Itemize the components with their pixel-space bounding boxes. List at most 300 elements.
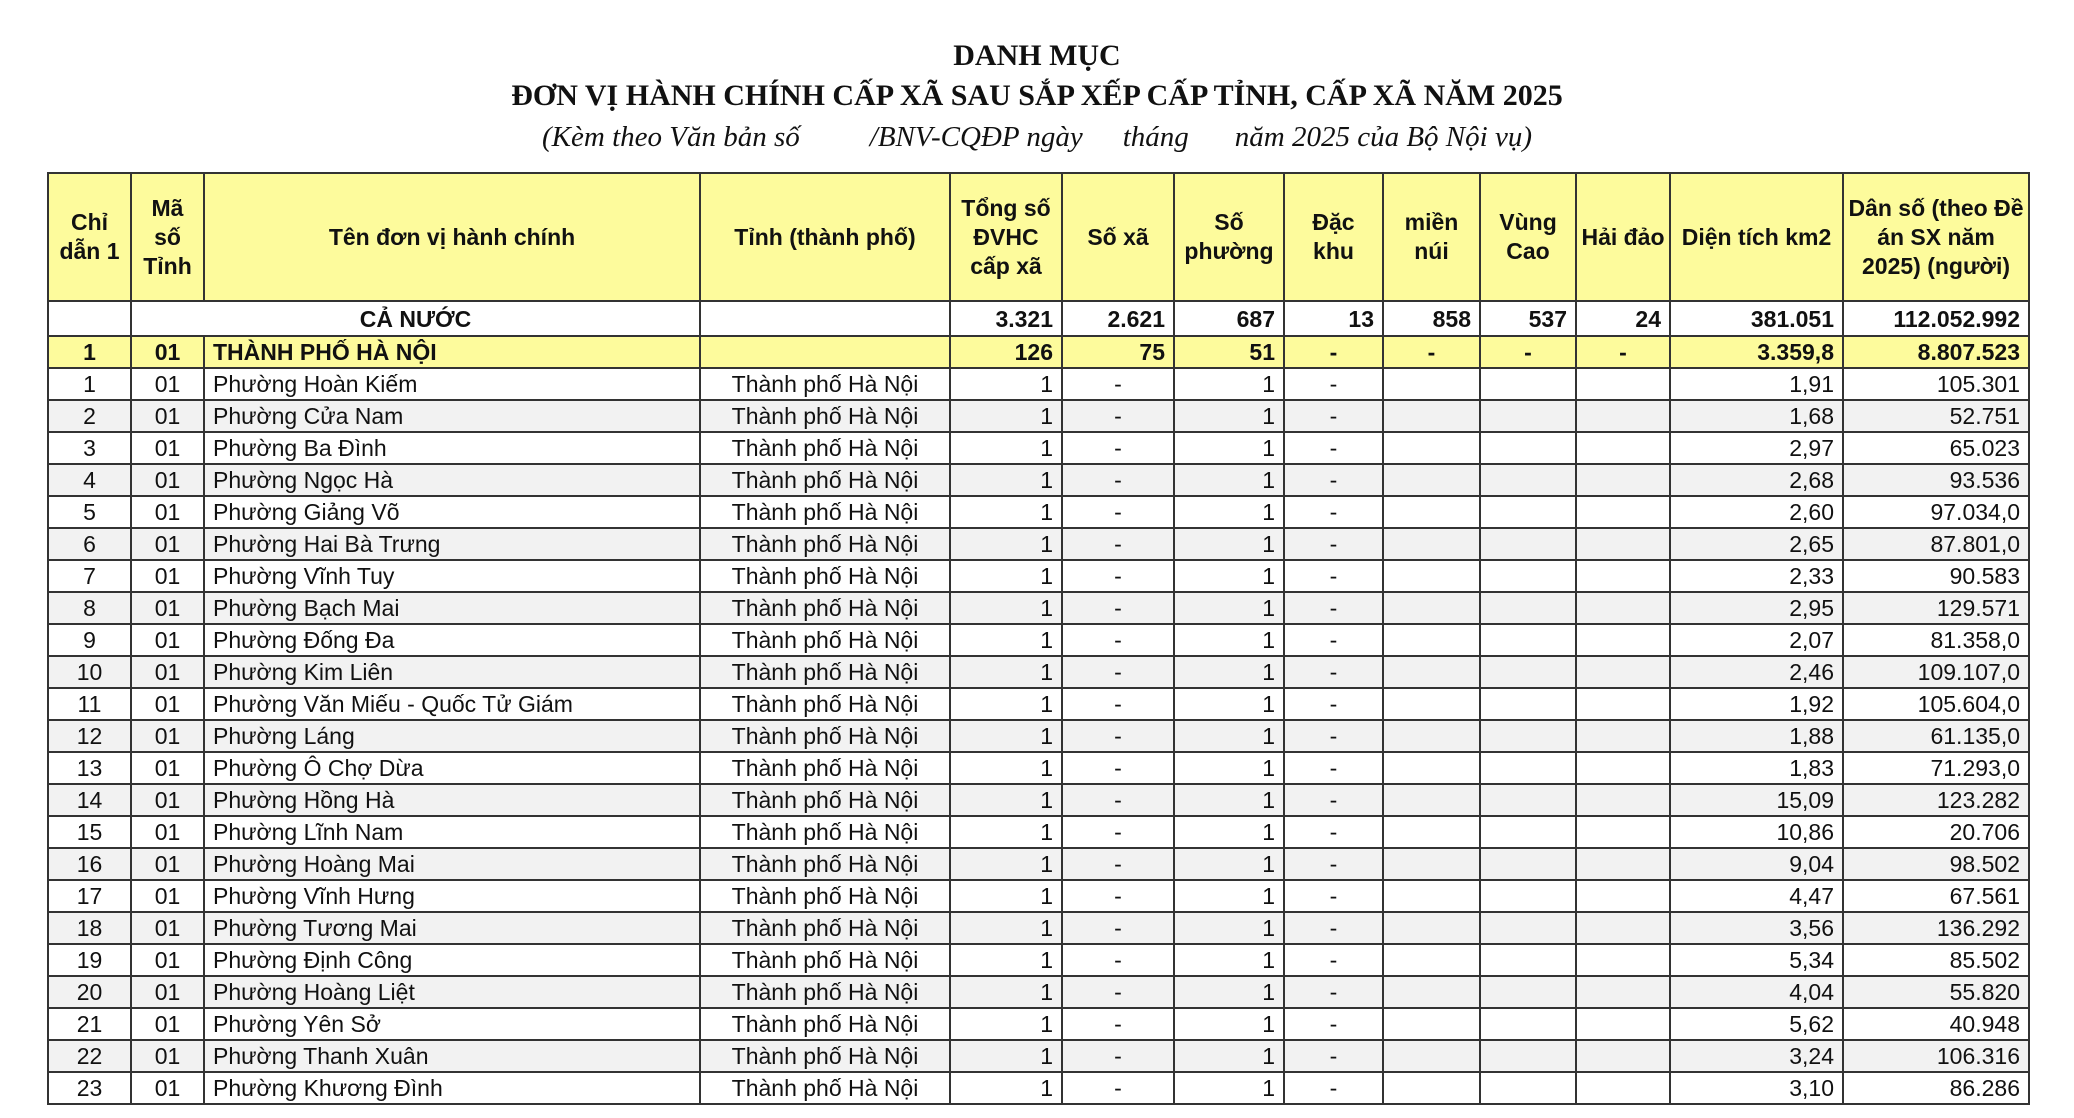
row-dac-khu: - [1284,688,1383,720]
document-header [0,36,2074,158]
row-phuong: 1 [1174,400,1284,432]
row-dien-tich: 9,04 [1670,848,1843,880]
province-hai-dao: - [1576,336,1670,368]
row-dien-tich: 2,68 [1670,464,1843,496]
row-dien-tich: 1,91 [1670,368,1843,400]
row-ma: 01 [131,752,204,784]
province-ma: 01 [131,336,204,368]
row-dan-so: 20.706 [1843,816,2029,848]
row-hai-dao [1576,496,1670,528]
row-phuong: 1 [1174,784,1284,816]
row-tong: 1 [950,1072,1062,1104]
row-dien-tich: 1,92 [1670,688,1843,720]
row-dan-so: 55.820 [1843,976,2029,1008]
row-stt: 6 [48,528,131,560]
row-name: Phường Hai Bà Trưng [204,528,700,560]
province-row [48,336,2029,368]
subtitle-part: /BNV-CQĐP ngày [869,121,1083,153]
row-vung-cao [1480,720,1576,752]
row-name: Phường Ô Chợ Dừa [204,752,700,784]
table-row [48,688,2029,720]
row-phuong: 1 [1174,496,1284,528]
row-stt: 22 [48,1040,131,1072]
row-dac-khu: - [1284,528,1383,560]
row-dac-khu: - [1284,400,1383,432]
table-row [48,848,2029,880]
row-hai-dao [1576,464,1670,496]
row-ma: 01 [131,400,204,432]
row-dan-so: 93.536 [1843,464,2029,496]
row-dac-khu: - [1284,432,1383,464]
table-row [48,912,2029,944]
col-header-mien-nui: miền núi [1383,173,1480,301]
row-hai-dao [1576,400,1670,432]
province-xa: 75 [1062,336,1174,368]
row-hai-dao [1576,1008,1670,1040]
row-dac-khu: - [1284,1040,1383,1072]
row-mien-nui [1383,784,1480,816]
row-mien-nui [1383,496,1480,528]
col-header-so-xa: Số xã [1062,173,1174,301]
row-dac-khu: - [1284,880,1383,912]
subtitle-reference [0,116,2074,158]
row-tinh: Thành phố Hà Nội [700,560,950,592]
row-dan-so: 65.023 [1843,432,2029,464]
table-row [48,944,2029,976]
row-ma: 01 [131,688,204,720]
row-dien-tich: 2,97 [1670,432,1843,464]
row-tong: 1 [950,784,1062,816]
row-vung-cao [1480,1072,1576,1104]
row-dien-tich: 3,24 [1670,1040,1843,1072]
row-tinh: Thành phố Hà Nội [700,656,950,688]
row-tong: 1 [950,880,1062,912]
row-name: Phường Văn Miếu - Quốc Tử Giám [204,688,700,720]
col-header-tinh: Tỉnh (thành phố) [700,173,950,301]
row-tinh: Thành phố Hà Nội [700,976,950,1008]
table-row [48,624,2029,656]
row-name: Phường Yên Sở [204,1008,700,1040]
row-vung-cao [1480,688,1576,720]
title-danh-muc: DANH MỤC [953,39,1121,72]
col-header-ten-dvhc: Tên đơn vị hành chính [204,173,700,301]
row-dac-khu: - [1284,496,1383,528]
col-header-hai-dao: Hải đảo [1576,173,1670,301]
row-stt: 10 [48,656,131,688]
row-ma: 01 [131,848,204,880]
row-tinh: Thành phố Hà Nội [700,368,950,400]
row-vung-cao [1480,816,1576,848]
row-name: Phường Kim Liên [204,656,700,688]
row-vung-cao [1480,624,1576,656]
row-mien-nui [1383,1008,1480,1040]
row-stt: 19 [48,944,131,976]
row-ma: 01 [131,1040,204,1072]
row-ma: 01 [131,976,204,1008]
row-dac-khu: - [1284,976,1383,1008]
row-dan-so: 106.316 [1843,1040,2029,1072]
row-dan-so: 40.948 [1843,1008,2029,1040]
row-stt: 17 [48,880,131,912]
row-hai-dao [1576,816,1670,848]
row-stt: 3 [48,432,131,464]
total-dien-tich: 381.051 [1670,301,1843,336]
row-vung-cao [1480,784,1576,816]
row-dien-tich: 3,56 [1670,912,1843,944]
row-vung-cao [1480,912,1576,944]
table-row [48,976,2029,1008]
row-vung-cao [1480,592,1576,624]
table-row [48,464,2029,496]
row-hai-dao [1576,752,1670,784]
row-phuong: 1 [1174,368,1284,400]
row-hai-dao [1576,368,1670,400]
row-ma: 01 [131,624,204,656]
row-hai-dao [1576,848,1670,880]
row-ma: 01 [131,912,204,944]
row-vung-cao [1480,368,1576,400]
table-row [48,816,2029,848]
admin-units-table [47,172,2030,1105]
row-tinh: Thành phố Hà Nội [700,784,950,816]
row-dien-tich: 3,10 [1670,1072,1843,1104]
row-ma: 01 [131,560,204,592]
row-hai-dao [1576,912,1670,944]
row-mien-nui [1383,688,1480,720]
total-tong: 3.321 [950,301,1062,336]
row-dac-khu: - [1284,368,1383,400]
row-xa: - [1062,592,1174,624]
row-dan-so: 87.801,0 [1843,528,2029,560]
row-dan-so: 81.358,0 [1843,624,2029,656]
total-dan-so: 112.052.992 [1843,301,2029,336]
row-dan-so: 97.034,0 [1843,496,2029,528]
row-mien-nui [1383,368,1480,400]
table-row [48,880,2029,912]
row-xa: - [1062,496,1174,528]
row-stt: 15 [48,816,131,848]
row-tong: 1 [950,1008,1062,1040]
row-name: Phường Thanh Xuân [204,1040,700,1072]
table-row [48,560,2029,592]
row-xa: - [1062,1008,1174,1040]
row-xa: - [1062,848,1174,880]
row-xa: - [1062,976,1174,1008]
row-phuong: 1 [1174,656,1284,688]
row-stt: 11 [48,688,131,720]
province-name: THÀNH PHỐ HÀ NỘI [204,336,700,368]
row-mien-nui [1383,432,1480,464]
row-stt: 8 [48,592,131,624]
row-dien-tich: 2,65 [1670,528,1843,560]
row-mien-nui [1383,880,1480,912]
row-ma: 01 [131,1008,204,1040]
row-stt: 1 [48,368,131,400]
row-phuong: 1 [1174,432,1284,464]
row-tinh: Thành phố Hà Nội [700,816,950,848]
row-stt: 12 [48,720,131,752]
table-row [48,400,2029,432]
row-name: Phường Giảng Võ [204,496,700,528]
row-xa: - [1062,880,1174,912]
row-name: Phường Ngọc Hà [204,464,700,496]
row-xa: - [1062,944,1174,976]
row-name: Phường Vĩnh Hưng [204,880,700,912]
col-header-vung-cao: Vùng Cao [1480,173,1576,301]
row-dien-tich: 5,62 [1670,1008,1843,1040]
row-dac-khu: - [1284,592,1383,624]
row-phuong: 1 [1174,1072,1284,1104]
row-name: Phường Bạch Mai [204,592,700,624]
row-vung-cao [1480,752,1576,784]
col-header-dien-tich: Diện tích km2 [1670,173,1843,301]
row-hai-dao [1576,880,1670,912]
row-ma: 01 [131,880,204,912]
row-xa: - [1062,464,1174,496]
row-xa: - [1062,528,1174,560]
province-mien-nui: - [1383,336,1480,368]
province-dan-so: 8.807.523 [1843,336,2029,368]
table-row [48,1008,2029,1040]
row-mien-nui [1383,816,1480,848]
row-mien-nui [1383,1040,1480,1072]
row-ma: 01 [131,720,204,752]
row-tinh: Thành phố Hà Nội [700,944,950,976]
row-mien-nui [1383,400,1480,432]
row-dien-tich: 5,34 [1670,944,1843,976]
province-dac-khu: - [1284,336,1383,368]
row-xa: - [1062,720,1174,752]
row-tong: 1 [950,528,1062,560]
row-tinh: Thành phố Hà Nội [700,848,950,880]
row-tinh: Thành phố Hà Nội [700,1008,950,1040]
row-dac-khu: - [1284,912,1383,944]
row-hai-dao [1576,976,1670,1008]
row-tinh: Thành phố Hà Nội [700,752,950,784]
row-xa: - [1062,912,1174,944]
row-tinh: Thành phố Hà Nội [700,464,950,496]
row-phuong: 1 [1174,944,1284,976]
row-tinh: Thành phố Hà Nội [700,496,950,528]
row-tinh: Thành phố Hà Nội [700,400,950,432]
row-mien-nui [1383,656,1480,688]
row-hai-dao [1576,592,1670,624]
row-tong: 1 [950,752,1062,784]
row-tong: 1 [950,912,1062,944]
total-row [48,301,2029,336]
row-stt: 20 [48,976,131,1008]
row-mien-nui [1383,976,1480,1008]
table-row [48,656,2029,688]
row-mien-nui [1383,592,1480,624]
row-xa: - [1062,752,1174,784]
row-dac-khu: - [1284,624,1383,656]
row-tinh: Thành phố Hà Nội [700,688,950,720]
row-ma: 01 [131,944,204,976]
row-dac-khu: - [1284,816,1383,848]
row-phuong: 1 [1174,976,1284,1008]
row-tong: 1 [950,624,1062,656]
row-xa: - [1062,368,1174,400]
col-header-dac-khu: Đặc khu [1284,173,1383,301]
row-tong: 1 [950,400,1062,432]
row-name: Phường Định Công [204,944,700,976]
row-tinh: Thành phố Hà Nội [700,528,950,560]
row-phuong: 1 [1174,592,1284,624]
row-hai-dao [1576,688,1670,720]
row-stt: 2 [48,400,131,432]
col-header-chi-dan: Chỉ dẫn 1 [48,173,131,301]
row-ma: 01 [131,368,204,400]
row-dan-so: 85.502 [1843,944,2029,976]
row-vung-cao [1480,560,1576,592]
row-xa: - [1062,816,1174,848]
row-hai-dao [1576,784,1670,816]
row-vung-cao [1480,432,1576,464]
total-xa: 2.621 [1062,301,1174,336]
row-name: Phường Ba Đình [204,432,700,464]
row-name: Phường Hoàn Kiếm [204,368,700,400]
province-phuong: 51 [1174,336,1284,368]
col-header-dan-so: Dân số (theo Đề án SX năm 2025) (người) [1843,173,2029,301]
row-name: Phường Lĩnh Nam [204,816,700,848]
row-dac-khu: - [1284,656,1383,688]
col-header-ma-so: Mã số Tỉnh [131,173,204,301]
row-tinh: Thành phố Hà Nội [700,1072,950,1104]
row-vung-cao [1480,656,1576,688]
row-tong: 1 [950,560,1062,592]
row-mien-nui [1383,464,1480,496]
row-mien-nui [1383,944,1480,976]
row-tinh: Thành phố Hà Nội [700,912,950,944]
row-tong: 1 [950,976,1062,1008]
row-dan-so: 105.604,0 [1843,688,2029,720]
row-dien-tich: 2,46 [1670,656,1843,688]
row-phuong: 1 [1174,528,1284,560]
row-xa: - [1062,656,1174,688]
province-stt: 1 [48,336,131,368]
row-mien-nui [1383,560,1480,592]
row-dac-khu: - [1284,560,1383,592]
table-row [48,720,2029,752]
row-dac-khu: - [1284,1008,1383,1040]
table-row [48,432,2029,464]
row-ma: 01 [131,816,204,848]
row-tong: 1 [950,592,1062,624]
row-tong: 1 [950,432,1062,464]
row-phuong: 1 [1174,816,1284,848]
row-hai-dao [1576,720,1670,752]
row-stt: 21 [48,1008,131,1040]
row-tong: 1 [950,720,1062,752]
province-tong: 126 [950,336,1062,368]
row-phuong: 1 [1174,1008,1284,1040]
row-dan-so: 67.561 [1843,880,2029,912]
row-stt: 18 [48,912,131,944]
total-phuong: 687 [1174,301,1284,336]
row-tong: 1 [950,496,1062,528]
province-vung-cao: - [1480,336,1576,368]
row-name: Phường Hoàng Mai [204,848,700,880]
subtitle-part: (Kèm theo Văn bản số [542,121,800,153]
row-name: Phường Cửa Nam [204,400,700,432]
row-tinh: Thành phố Hà Nội [700,880,950,912]
row-phuong: 1 [1174,880,1284,912]
row-vung-cao [1480,528,1576,560]
row-vung-cao [1480,464,1576,496]
row-hai-dao [1576,624,1670,656]
row-vung-cao [1480,1008,1576,1040]
row-name: Phường Tương Mai [204,912,700,944]
row-dan-so: 123.282 [1843,784,2029,816]
row-ma: 01 [131,656,204,688]
row-xa: - [1062,560,1174,592]
row-mien-nui [1383,720,1480,752]
row-ma: 01 [131,528,204,560]
row-name: Phường Đống Đa [204,624,700,656]
table-row [48,1040,2029,1072]
row-dien-tich: 15,09 [1670,784,1843,816]
row-dan-so: 129.571 [1843,592,2029,624]
row-tong: 1 [950,464,1062,496]
province-dien-tich: 3.359,8 [1670,336,1843,368]
row-stt: 9 [48,624,131,656]
row-stt: 14 [48,784,131,816]
row-vung-cao [1480,1040,1576,1072]
row-tinh: Thành phố Hà Nội [700,720,950,752]
row-dac-khu: - [1284,752,1383,784]
row-tinh: Thành phố Hà Nội [700,432,950,464]
row-hai-dao [1576,528,1670,560]
col-header-tong-so: Tổng số ĐVHC cấp xã [950,173,1062,301]
row-dac-khu: - [1284,848,1383,880]
row-vung-cao [1480,944,1576,976]
row-xa: - [1062,400,1174,432]
row-name: Phường Láng [204,720,700,752]
row-xa: - [1062,432,1174,464]
table-row [48,1072,2029,1104]
row-stt: 23 [48,1072,131,1104]
row-tinh: Thành phố Hà Nội [700,592,950,624]
row-ma: 01 [131,592,204,624]
row-tong: 1 [950,944,1062,976]
row-xa: - [1062,624,1174,656]
row-hai-dao [1576,1040,1670,1072]
row-dan-so: 61.135,0 [1843,720,2029,752]
row-dan-so: 105.301 [1843,368,2029,400]
table-row [48,784,2029,816]
row-dien-tich: 2,07 [1670,624,1843,656]
row-tong: 1 [950,816,1062,848]
row-stt: 5 [48,496,131,528]
row-dien-tich: 4,47 [1670,880,1843,912]
total-dac-khu: 13 [1284,301,1383,336]
row-hai-dao [1576,432,1670,464]
row-xa: - [1062,784,1174,816]
total-vung-cao: 537 [1480,301,1576,336]
row-vung-cao [1480,880,1576,912]
total-hai-dao: 24 [1576,301,1670,336]
total-mien-nui: 858 [1383,301,1480,336]
row-dien-tich: 2,95 [1670,592,1843,624]
row-stt: 7 [48,560,131,592]
row-dien-tich: 4,04 [1670,976,1843,1008]
row-ma: 01 [131,1072,204,1104]
row-name: Phường Vĩnh Tuy [204,560,700,592]
row-tong: 1 [950,1040,1062,1072]
row-phuong: 1 [1174,912,1284,944]
row-phuong: 1 [1174,688,1284,720]
